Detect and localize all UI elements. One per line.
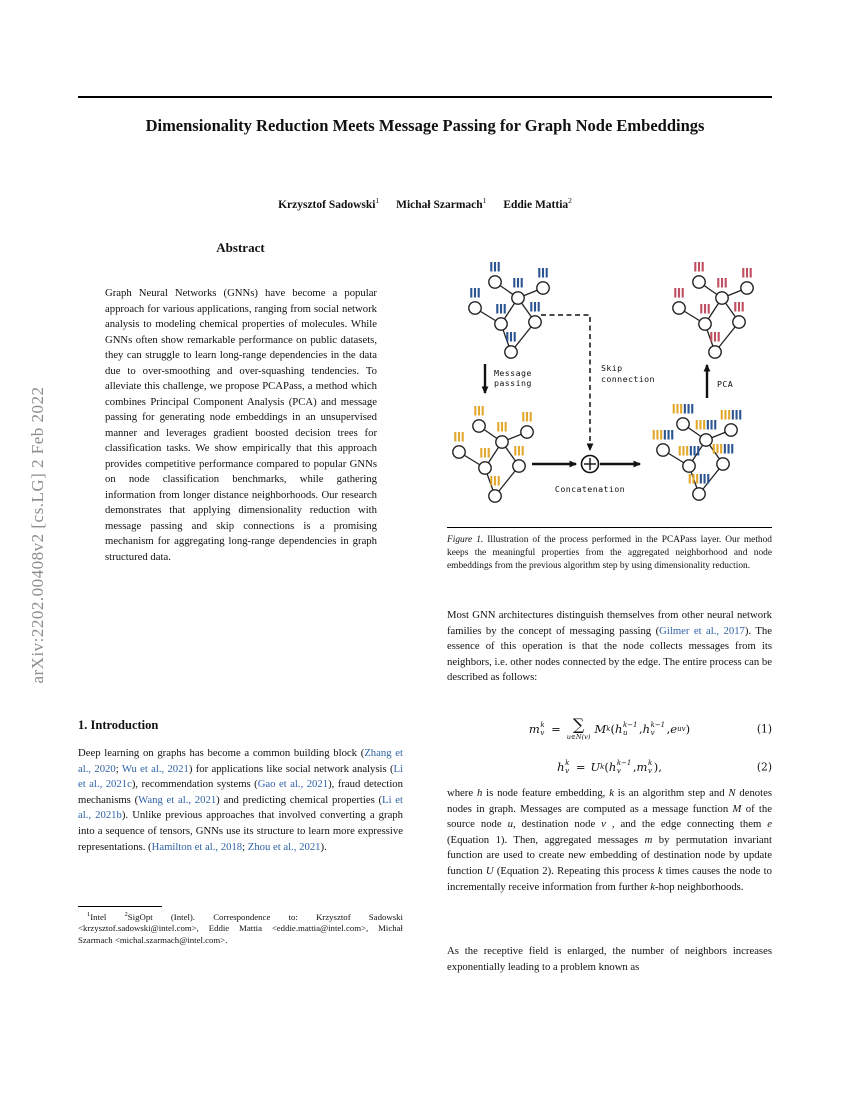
feature-bars-blue (668, 430, 670, 440)
footnote-text: $^1$Intel $^2$SigOpt (Intel). Correspondence to: Krzysztof Sadowski <krzysztof.sadowski@intel.com>, Eddie Mattia <eddie.mattia@intel.com>, Michał Szarmach <michal.szarmach@intel.com>. (78, 911, 403, 945)
feature-bars-yellow (676, 404, 678, 414)
skip-connection-label-line1: Skip (601, 363, 623, 373)
feature-bars-blue (671, 430, 673, 440)
pca-label: PCA (717, 379, 734, 389)
feature-bars-red (702, 262, 704, 272)
citation-link[interactable]: Li et al., 2021b (78, 793, 403, 822)
feature-bars-yellow (728, 410, 730, 420)
feature-bars-blue (538, 268, 540, 278)
graph-node (693, 276, 705, 288)
graph-node (716, 292, 728, 304)
feature-bars-red (674, 288, 676, 298)
equation-number: (2) (756, 760, 772, 774)
feature-bars-yellow (454, 432, 456, 442)
graph-node (733, 316, 745, 328)
feature-bars-yellow (692, 474, 694, 484)
feature-bars-yellow (462, 432, 464, 442)
author: Eddie Mattia$^2$ (503, 196, 572, 211)
feature-bars-red (725, 278, 727, 288)
citation-link[interactable]: Wang et al., 2021 (138, 793, 217, 806)
graph-node (489, 490, 501, 502)
author-affiliation-mark: 2 (568, 196, 572, 205)
feature-bars-yellow (689, 474, 691, 484)
feature-bars-yellow (458, 432, 460, 442)
feature-bars-blue (534, 302, 536, 312)
graph-node (521, 426, 533, 438)
graph-node (513, 460, 525, 472)
graph-node (677, 418, 689, 430)
graph-node (473, 420, 485, 432)
graph-input-embeddings (469, 262, 549, 358)
feature-bars-blue (490, 262, 492, 272)
author-affiliation-mark: 1 (482, 196, 487, 205)
feature-bars-blue (732, 410, 734, 420)
feature-bars-blue (684, 404, 686, 414)
feature-bars-blue (697, 446, 699, 456)
skip-connection-label-line2: connection (601, 374, 655, 384)
citation-link[interactable]: Zhang et al., 2020 (78, 747, 403, 775)
citation-link[interactable]: Gao et al., 2021 (257, 778, 329, 791)
feature-bars-yellow (673, 404, 675, 414)
equation-number: (1) (756, 722, 772, 736)
feature-bars-red (721, 278, 723, 288)
feature-bars-blue (517, 278, 519, 288)
summation-symbol: ∑ u∈N(v) (566, 714, 591, 742)
feature-bars-blue (704, 474, 706, 484)
feature-bars-yellow (679, 446, 681, 456)
graph-concatenated (653, 404, 742, 500)
footnote-rule (78, 906, 162, 907)
feature-bars-yellow (484, 448, 486, 458)
feature-bars-yellow (518, 446, 520, 456)
graph-node (717, 458, 729, 470)
feature-bars-yellow (680, 404, 682, 414)
body-paragraph-message-passing: Most GNN architectures distinguish themselves from other neural network families by the concept of messaging passing (Gilmer et al., 2017). The essence of this operation is that the node collects messages from its neighbors, i.e. other nodes connected by the edge. The entire process can be described as follows: (447, 609, 773, 684)
feature-bars-blue (494, 262, 496, 272)
feature-bars-yellow (514, 446, 516, 456)
paper-title: Dimensionality Reduction Meets Message Passing for Graph Node Embeddings (145, 116, 705, 135)
feature-bars-yellow (703, 420, 705, 430)
feature-bars-blue (694, 446, 696, 456)
citation-link[interactable]: Li et al., 2021c (78, 762, 404, 791)
graph-node (699, 318, 711, 330)
feature-bars-yellow (720, 444, 722, 454)
feature-bars-yellow (501, 422, 503, 432)
feature-bars-blue (731, 444, 733, 454)
feature-bars-blue (510, 332, 512, 342)
graph-node (700, 434, 712, 446)
feature-bars-yellow (498, 476, 500, 486)
feature-bars-red (708, 304, 710, 314)
feature-bars-blue (506, 332, 508, 342)
introduction-paragraph: Deep learning on graphs has become a common building block (Zhang et al., 2020; Wu et al., 2021) for applications like social network analysis (Li et al., 2021c), recommendation systems (Gao et al., 2021), fraud detection mechanisms (Wang et al., 2021) and predicting chemical properties (Li et al., 2021b). Unlike previous approaches that involved converting a graph into a sequence of tensors, GNNs use its structure to learn more expressive representations. (Hamilton et al., 2018; Zhou et al., 2021). (78, 747, 404, 853)
author: Michał Szarmach$^1$ (396, 196, 487, 211)
feature-bars-yellow (474, 406, 476, 416)
feature-bars-red (694, 262, 696, 272)
feature-bars-red (700, 304, 702, 314)
feature-bars-blue (498, 262, 500, 272)
feature-bars-yellow (497, 422, 499, 432)
graph-node (469, 302, 481, 314)
feature-bars-yellow (713, 444, 715, 454)
feature-bars-blue (470, 288, 472, 298)
author: Krzysztof Sadowski$^1$ (278, 196, 380, 211)
feature-bars-red (678, 288, 680, 298)
body-paragraph-definitions: where h is node feature embedding, k is an algorithm step and N denotes nodes in graph. Messages are computed as a message function M of the source node u, destination node v , and the edge connecting them e (Equation 1). Then, aggregated messages m by permutation invariant function are used to create new embedding of destination node by update function U (Equation 2). Repeating this process k times causes the node to incrementally receive information from further k-hop neighborhoods. (447, 787, 773, 893)
body-paragraph-receptive-field: As the receptive field is enlarged, the number of neighbors increases exponentially leading to a problem known as (447, 945, 772, 973)
figure1-caption-label: Figure 1. (447, 535, 484, 545)
graph-pca-output (673, 262, 753, 358)
feature-bars-red (750, 268, 752, 278)
graph-node (657, 444, 669, 456)
feature-bars-red (717, 278, 719, 288)
feature-bars-red (718, 332, 720, 342)
header-rule (78, 96, 772, 98)
message-passing-label-line2: passing (494, 378, 532, 388)
citation-link[interactable]: Zhou et al., 2021 (247, 840, 321, 853)
feature-bars-yellow (480, 448, 482, 458)
abstract-text: Graph Neural Networks (GNNs) have become a popular approach for various applications, ranging from social network analysis to modeling chemical properties of molecules. While GNNs often show remarkable performance on public datasets, they can struggle to learn long-range dependencies in the data due to over-smoothing and over-squashing tendencies. To alleviate this challenge, we propose PCAPass, a method which combines Principal Component Analysis (PCA) and message passing for generating node embeddings in an unsupervised manner and leverages gradient boosted decision trees for classification tasks. We show empirically that this approach provides competitive performance compared to popular GNNs on node classification benchmarks, while gathering information from longer distance neighborhoods. Our research demonstrates that applying dimensionality reduction with message passing and skip connections is a promising mechanism for aggregating long-range dependencies in graph structured data. (105, 287, 377, 563)
feature-bars-blue (714, 420, 716, 430)
feature-bars-blue (521, 278, 523, 288)
skip-connection-arrow (541, 315, 590, 450)
feature-bars-red (746, 268, 748, 278)
graph-message-passed (453, 406, 533, 502)
feature-bars-yellow (660, 430, 662, 440)
feature-bars-blue (736, 410, 738, 420)
equation-2: h k v = U k ( h k−1 v , m k v ), (2) (557, 759, 772, 775)
feature-bars-red (710, 332, 712, 342)
citation-link[interactable]: Hamilton et al., 2018 (151, 840, 243, 853)
abstract-heading: Abstract (216, 240, 265, 255)
feature-bars-blue (542, 268, 544, 278)
feature-bars-red (698, 262, 700, 272)
figure1 (437, 252, 767, 522)
graph-node (529, 316, 541, 328)
feature-bars-red (738, 302, 740, 312)
feature-bars-yellow (522, 446, 524, 456)
feature-bars-red (742, 268, 744, 278)
graph-node (709, 346, 721, 358)
citation-link[interactable]: Wu et al., 2021 (121, 762, 189, 775)
feature-bars-blue (724, 444, 726, 454)
graph-node (479, 462, 491, 474)
feature-bars-yellow (696, 474, 698, 484)
feature-bars-yellow (653, 430, 655, 440)
feature-bars-blue (500, 304, 502, 314)
feature-bars-blue (711, 420, 713, 430)
feature-bars-red (714, 332, 716, 342)
feature-bars-red (734, 302, 736, 312)
feature-bars-blue (496, 304, 498, 314)
feature-bars-blue (688, 404, 690, 414)
feature-bars-blue (474, 288, 476, 298)
graph-node (512, 292, 524, 304)
feature-bars-blue (700, 474, 702, 484)
feature-bars-yellow (494, 476, 496, 486)
graph-node (693, 488, 705, 500)
feature-bars-yellow (656, 430, 658, 440)
feature-bars-yellow (482, 406, 484, 416)
section-heading-introduction: 1. Introduction (78, 718, 159, 732)
feature-bars-blue (707, 420, 709, 430)
feature-bars-yellow (699, 420, 701, 430)
graph-node (453, 446, 465, 458)
feature-bars-blue (538, 302, 540, 312)
citation-link[interactable]: Gilmer et al., 2017 (659, 624, 745, 637)
feature-bars-yellow (716, 444, 718, 454)
concatenation-label: Concatenation (554, 484, 626, 494)
feature-bars-blue (690, 446, 692, 456)
figure1-caption (447, 527, 772, 573)
message-passing-label-line1: Message (494, 368, 532, 378)
equation-1: m k v = ∑ u∈N(v) M k ( h k−1 u , h k−1 v , e uv ) (1) (528, 714, 772, 742)
feature-bars-red (742, 302, 744, 312)
feature-bars-yellow (682, 446, 684, 456)
footnote (78, 906, 403, 946)
graph-node (683, 460, 695, 472)
feature-bars-yellow (530, 412, 532, 422)
graph-node (537, 282, 549, 294)
feature-bars-blue (707, 474, 709, 484)
figure1-caption-text: Illustration of the process performed in the PCAPass layer. Our method keeps the meaningful properties from the aggregated neighborhood and node embeddings from the previous algorithm step by using dimensionality reduction. (447, 535, 772, 571)
feature-bars-blue (514, 332, 516, 342)
feature-bars-blue (513, 278, 515, 288)
graph-node (489, 276, 501, 288)
feature-bars-yellow (490, 476, 492, 486)
feature-bars-blue (691, 404, 693, 414)
feature-bars-yellow (724, 410, 726, 420)
author-affiliation-mark: 1 (375, 196, 380, 205)
feature-bars-yellow (696, 420, 698, 430)
feature-bars-blue (530, 302, 532, 312)
figure1-illustration (437, 252, 767, 522)
graph-node (505, 346, 517, 358)
feature-bars-yellow (488, 448, 490, 458)
feature-bars-yellow (686, 446, 688, 456)
graph-node (725, 424, 737, 436)
arxiv-watermark: arXiv:2202.00408v2 [cs.LG] 2 Feb 2022 (28, 386, 47, 684)
feature-bars-yellow (526, 412, 528, 422)
feature-bars-yellow (522, 412, 524, 422)
feature-bars-blue (478, 288, 480, 298)
author-line (78, 196, 772, 211)
feature-bars-yellow (721, 410, 723, 420)
feature-bars-blue (739, 410, 741, 420)
feature-bars-blue (664, 430, 666, 440)
graph-node (496, 436, 508, 448)
feature-bars-yellow (505, 422, 507, 432)
graph-node (741, 282, 753, 294)
graph-node (673, 302, 685, 314)
feature-bars-blue (728, 444, 730, 454)
feature-bars-red (682, 288, 684, 298)
graph-node (495, 318, 507, 330)
feature-bars-red (704, 304, 706, 314)
feature-bars-blue (546, 268, 548, 278)
feature-bars-yellow (478, 406, 480, 416)
feature-bars-blue (504, 304, 506, 314)
